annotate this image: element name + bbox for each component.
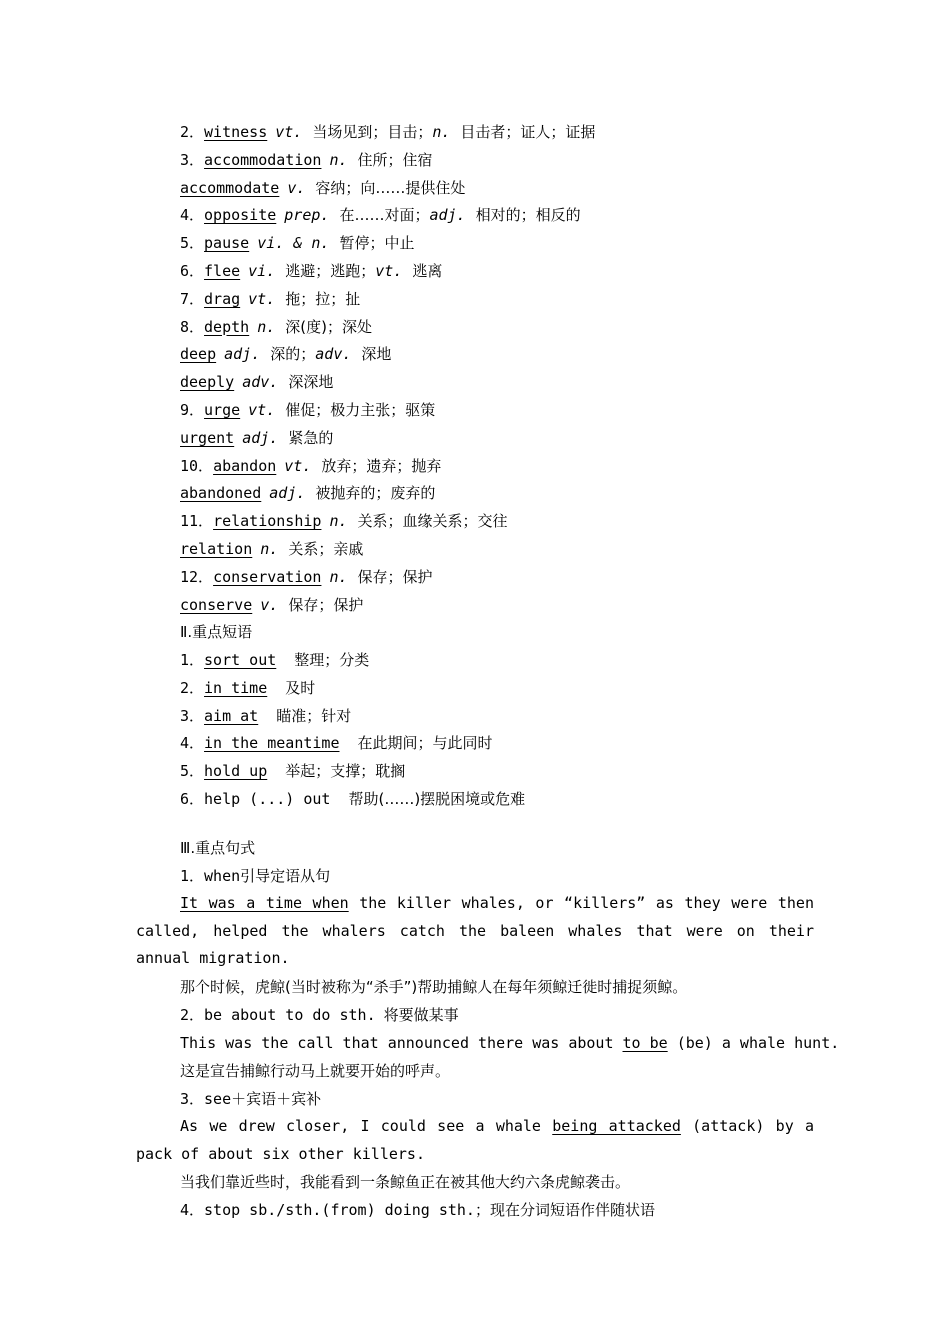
vocab-pos: adj.	[224, 345, 261, 364]
vocab-item	[180, 539, 363, 559]
vocab-item	[180, 400, 435, 420]
sentences-heading: Ⅲ.重点句式	[180, 839, 256, 857]
vocab-pos: v.	[287, 178, 306, 197]
vocab-number: 5．	[180, 234, 205, 253]
vocab-word: accommodation	[204, 150, 322, 169]
vocab-definition: 目击者；证人；证据	[460, 123, 596, 141]
vocab-definition: 关系；亲戚	[288, 540, 364, 558]
vocab-item	[180, 289, 360, 309]
sentence-3-answer: being attacked	[552, 1117, 681, 1135]
vocab-pos: n.	[260, 540, 279, 558]
vocab-item	[180, 344, 391, 364]
sentence-2-answer: to be	[622, 1034, 668, 1052]
phrase-definition: 在此期间；与此同时	[357, 734, 493, 753]
vocab-word: deeply	[180, 373, 235, 392]
vocab-word: abandoned	[180, 484, 262, 503]
vocab-definition: 深(度)；深处	[285, 317, 372, 336]
sentence-3-example: As we drew closer, I could see a whale being attacked (attack) by a pack of about six other killers.	[136, 1117, 815, 1163]
vocab-definition: 深地	[361, 345, 392, 364]
vocab-pos: vt.	[275, 123, 303, 141]
vocab-number: 7．	[180, 289, 205, 308]
vocab-item	[180, 595, 363, 615]
vocab-word: relationship	[213, 512, 322, 531]
vocab-definition: 深的；	[270, 345, 316, 364]
vocab-word: relation	[180, 540, 253, 558]
sentence-3-translation: 当我们靠近些时，我能看到一条鲸鱼正在被其他大约六条虎鲸袭击。	[180, 1173, 631, 1191]
phrase-definition: 及时	[285, 678, 316, 697]
vocab-definition: 相对的；相反的	[475, 206, 581, 225]
phrase-number: 4．	[180, 734, 205, 753]
phrase-number: 1．	[180, 651, 205, 669]
phrase-item	[180, 706, 351, 726]
vocab-definition: 关系；血缘关系；交往	[357, 512, 508, 531]
vocab-pos: n.	[329, 567, 348, 586]
vocab-item	[180, 456, 441, 476]
vocab-pos: vt.	[248, 401, 276, 419]
sentence-2-translation: 这是宣告捕鲸行动马上就要开始的呼声。	[180, 1062, 451, 1080]
phrase-item	[180, 761, 405, 781]
sentence-2-title: 2．be about to do sth. 将要做某事	[180, 1006, 459, 1024]
phrase-text: in the meantime	[204, 734, 340, 753]
vocab-word: accommodate	[180, 178, 280, 197]
vocab-pos: n.	[257, 317, 276, 336]
vocab-definition: 当场见到；目击；	[312, 123, 433, 141]
vocab-number: 9．	[180, 401, 205, 419]
vocab-definition: 逃离	[412, 262, 443, 280]
vocab-definition: 拖；拉；扯	[285, 289, 361, 308]
vocab-pos: vi.	[248, 262, 276, 280]
phrases-heading: Ⅱ.重点短语	[180, 623, 253, 641]
vocab-word: urgent	[180, 428, 235, 447]
vocab-word: depth	[204, 317, 250, 336]
vocab-definition: 紧急的	[288, 428, 334, 447]
sentence-1-translation: 那个时候，虎鲸(当时被称为“杀手”)帮助捕鲸人在每年须鲸迁徙时捕捉须鲸。	[180, 978, 688, 996]
vocab-item	[180, 428, 333, 448]
phrase-text: hold up	[204, 762, 268, 781]
vocab-pos: adj.	[429, 206, 466, 225]
sentence-3-title: 3．see＋宾语＋宾补	[180, 1090, 322, 1108]
vocab-definition: 暂停；中止	[339, 234, 415, 253]
vocab-item	[180, 372, 333, 392]
vocab-number: 4．	[180, 206, 205, 225]
phrase-number: 2．	[180, 678, 205, 697]
vocab-definition: 深深地	[288, 373, 334, 392]
vocab-definition: 保存；保护	[357, 567, 433, 586]
phrase-definition: 瞄准；针对	[276, 706, 352, 725]
vocab-word: urge	[204, 401, 241, 419]
vocab-pos: vt.	[375, 262, 403, 280]
vocab-word: conservation	[213, 567, 322, 586]
phrase-number: 5．	[180, 762, 205, 781]
vocab-number: 2．	[180, 123, 205, 141]
vocab-item	[180, 567, 433, 587]
phrase-item	[180, 789, 525, 809]
vocab-item	[180, 233, 414, 253]
vocab-definition: 催促；极力主张；驱策	[285, 401, 436, 419]
vocab-word: pause	[204, 234, 250, 253]
vocab-pos: n.	[329, 150, 348, 169]
vocab-word: conserve	[180, 595, 253, 614]
phrase-number: 3．	[180, 706, 205, 725]
vocab-number: 6．	[180, 262, 205, 280]
vocab-word: drag	[204, 289, 241, 308]
vocab-pos: adj.	[269, 484, 306, 503]
sentence-1-rest: the killer whales, or “killers” as they were then called, helped the whalers catch the baleen whales that were on their annual migration.	[136, 894, 814, 968]
vocab-word: abandon	[213, 456, 277, 475]
vocab-definition: 住所；住宿	[357, 150, 433, 169]
vocab-pos: vi. & n.	[257, 234, 330, 253]
vocab-item	[180, 317, 372, 337]
vocab-pos: adj.	[242, 428, 279, 447]
vocab-word: witness	[204, 123, 268, 141]
sentence-1-title: 1．when引导定语从句	[180, 867, 331, 885]
vocab-word: opposite	[204, 206, 277, 225]
vocab-pos: adv.	[315, 345, 352, 364]
vocab-definition: 放弃；遗弃；抛弃	[321, 456, 442, 475]
vocab-number: 10．	[180, 456, 214, 475]
phrase-text: aim at	[204, 706, 259, 725]
phrase-definition: 举起；支撑；耽搁	[285, 762, 406, 781]
vocab-definition: 逃避；逃跑；	[285, 262, 376, 280]
phrase-definition: 整理；分类	[294, 651, 370, 669]
sentence-1-answer: It was a time when	[180, 894, 349, 912]
vocab-number: 3．	[180, 150, 205, 169]
vocab-pos: adv.	[242, 373, 279, 392]
vocab-pos: n.	[432, 123, 451, 141]
vocab-number: 8．	[180, 317, 205, 336]
sentence-4-title: 4．stop sb./sth.(from) doing sth.；现在分词短语作伴随状语	[180, 1201, 655, 1219]
phrase-number: 6．	[180, 790, 205, 808]
vocab-pos: n.	[329, 512, 348, 531]
phrase-item	[180, 678, 315, 698]
sentence-1-example	[136, 890, 814, 973]
vocab-definition: 在……对面；	[339, 206, 430, 225]
phrase-text: in time	[204, 678, 268, 697]
vocab-pos: v.	[260, 595, 279, 614]
phrase-definition: 帮助(……)摆脱困境或危难	[348, 790, 526, 808]
vocab-item	[180, 511, 508, 531]
vocab-number: 11．	[180, 512, 214, 531]
vocab-item	[180, 122, 595, 142]
vocab-item	[180, 205, 581, 225]
vocab-pos: vt.	[248, 289, 276, 308]
vocab-word: deep	[180, 345, 217, 364]
vocab-pos: prep.	[284, 206, 330, 225]
vocab-item	[180, 261, 442, 281]
phrase-item	[180, 733, 493, 753]
vocab-definition: 容纳；向……提供住处	[315, 178, 466, 197]
vocab-word: flee	[204, 262, 241, 280]
phrase-text: sort out	[204, 651, 277, 669]
vocab-item	[180, 150, 433, 170]
vocab-definition: 保存；保护	[288, 595, 364, 614]
vocab-number: 12．	[180, 567, 214, 586]
sentence-2-example: This was the call that announced there was about to be (be) a whale hunt.	[180, 1034, 840, 1052]
vocab-definition: 被抛弃的；废弃的	[315, 484, 436, 503]
vocab-item	[180, 483, 435, 503]
vocab-pos: vt.	[284, 456, 312, 475]
phrase-item	[180, 650, 369, 670]
phrase-text: help (...) out	[204, 790, 331, 808]
vocab-item	[180, 178, 465, 198]
